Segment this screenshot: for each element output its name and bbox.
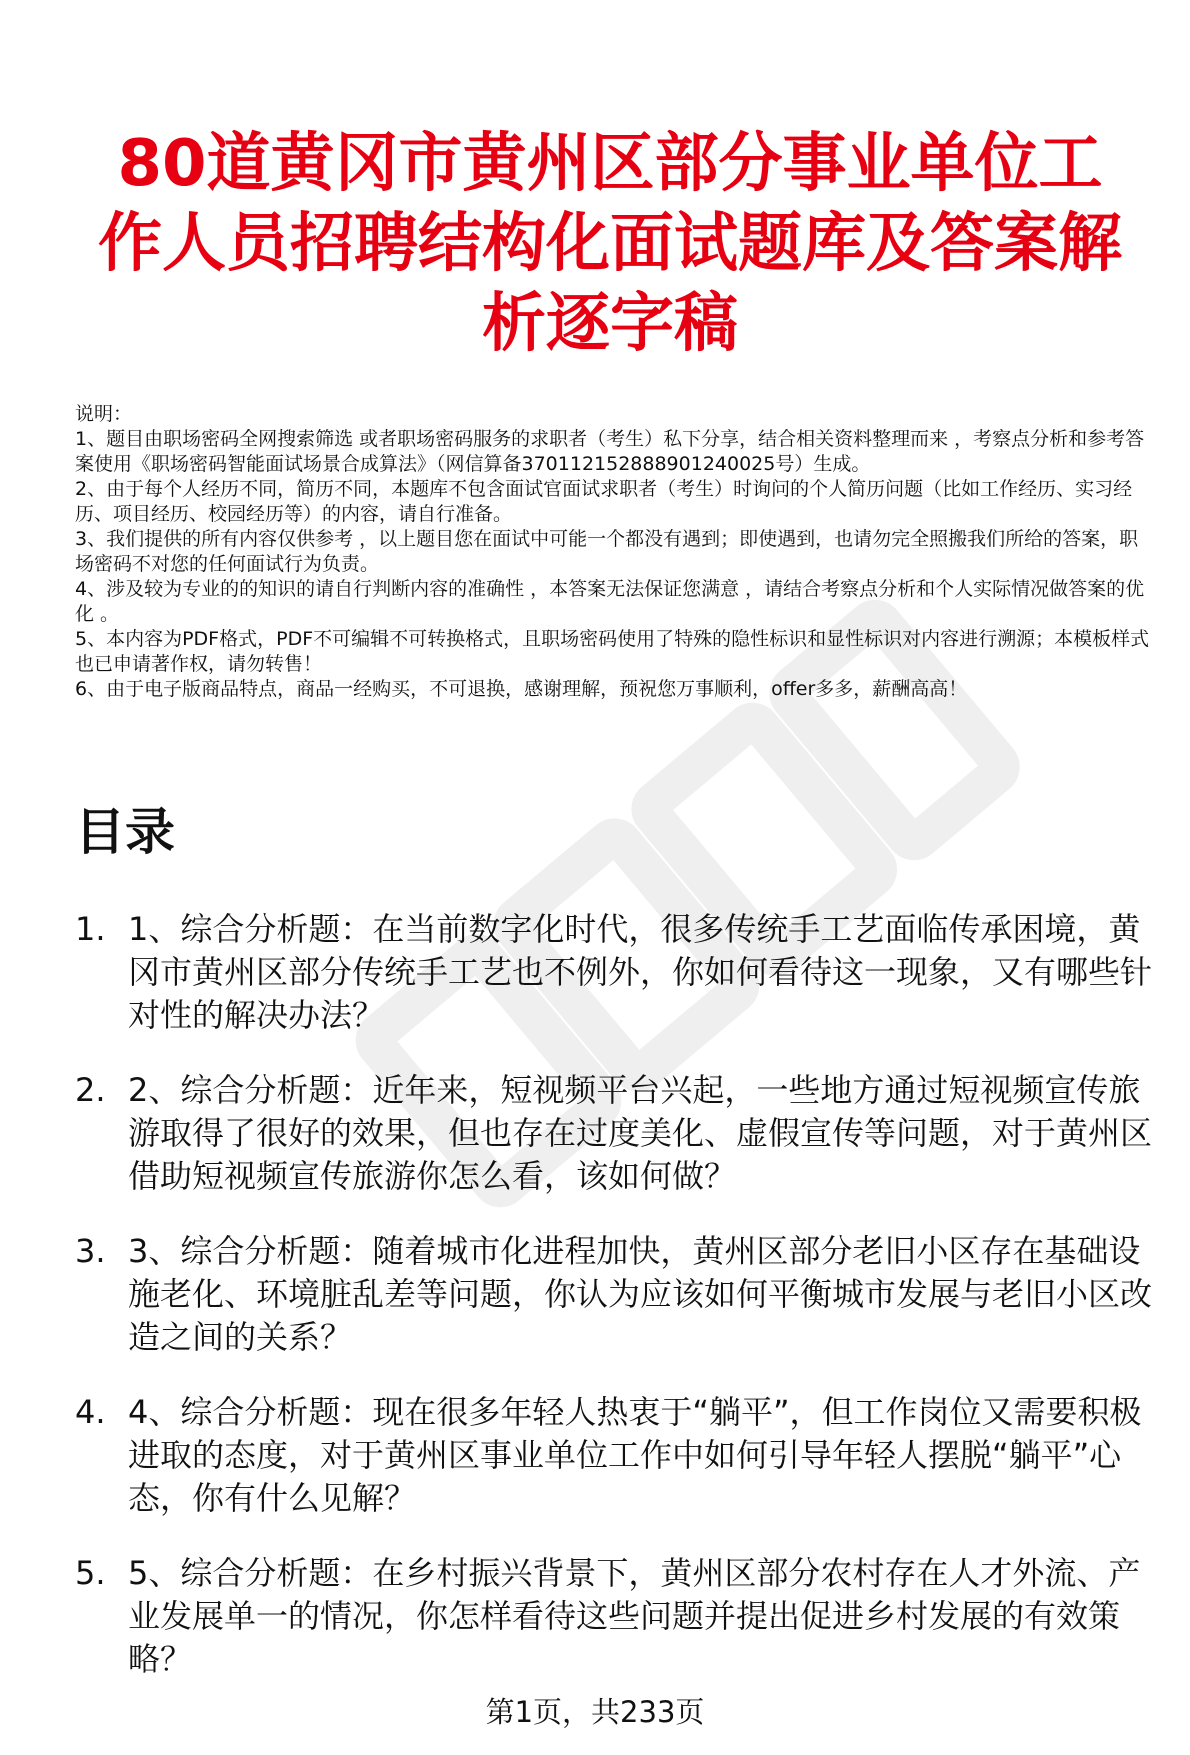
toc-item[interactable] bbox=[75, 908, 1165, 1037]
toc-item[interactable] bbox=[75, 1552, 1165, 1681]
toc-list bbox=[75, 908, 1165, 1713]
toc-item[interactable] bbox=[75, 1230, 1165, 1359]
page-footer: 第1页，共233页 bbox=[485, 1695, 705, 1729]
toc-item-text: 5、综合分析题：在乡村振兴背景下，黄州区部分农村存在人才外流、产业发展单一的情况，你怎样看待这些问题并提出促进乡村发展的有效策略？ bbox=[128, 1554, 1141, 1678]
notes-section bbox=[75, 402, 1155, 702]
toc-item-number: 1. bbox=[75, 910, 106, 948]
note-item: 3、我们提供的所有内容仅供参考 ，以上题目您在面试中可能一个都没有遇到；即使遇到，也请勿完全照搬我们所给的答案，职场密码不对您的任何面试行为负责。 bbox=[75, 528, 1139, 575]
toc-item-number: 4. bbox=[75, 1393, 106, 1431]
toc-item-text: 2、综合分析题：近年来，短视频平台兴起，一些地方通过短视频宣传旅游取得了很好的效果，但也存在过度美化、虚假宣传等问题，对于黄州区借助短视频宣传旅游你怎么看，该如何做？ bbox=[128, 1071, 1153, 1195]
note-item: 1、题目由职场密码全网搜索筛选 或者职场密码服务的求职者（考生）私下分享，结合相关资料整理而来 ，考察点分析和参考答案使用《职场密码智能面试场景合成算法》（网信算备370112152888901240025号）生成。 bbox=[75, 428, 1145, 475]
toc-item-number: 3. bbox=[75, 1232, 106, 1270]
toc-item-text: 1、综合分析题：在当前数字化时代，很多传统手工艺面临传承困境，黄冈市黄州区部分传统手工艺也不例外，你如何看待这一现象，又有哪些针对性的解决办法？ bbox=[128, 910, 1153, 1034]
note-item: 2、由于每个人经历不同，简历不同，本题库不包含面试官面试求职者（考生）时询问的个人简历问题（比如工作经历、实习经历、项目经历、校园经历等）的内容，请自行准备。 bbox=[75, 478, 1133, 525]
document-title: 80道黄冈市黄州区部分事业单位工作人员招聘结构化面试题库及答案解析逐字稿 bbox=[98, 127, 1122, 361]
toc-item-text: 3、综合分析题：随着城市化进程加快，黄州区部分老旧小区存在基础设施老化、环境脏乱差等问题，你认为应该如何平衡城市发展与老旧小区改造之间的关系？ bbox=[128, 1232, 1153, 1356]
note-item: 5、本内容为PDF格式，PDF不可编辑不可转换格式，且职场密码使用了特殊的隐性标识和显性标识对内容进行溯源；本模板样式也已申请著作权，请勿转售！ bbox=[75, 628, 1150, 675]
toc-item-number: 5. bbox=[75, 1554, 106, 1592]
note-item: 6、由于电子版商品特点，商品一经购买，不可退换，感谢理解，预祝您万事顺利，offer多多，薪酬高高！ bbox=[75, 678, 968, 700]
note-item: 4、涉及较为专业的的知识的请自行判断内容的准确性 ，本答案无法保证您满意 ，请结合考察点分析和个人实际情况做答案的优化 。 bbox=[75, 578, 1145, 625]
toc-item-text: 4、综合分析题：现在很多年轻人热衷于“躺平”，但工作岗位又需要积极进取的态度，对于黄州区事业单位工作中如何引导年轻人摆脱“躺平”心态，你有什么见解？ bbox=[128, 1393, 1142, 1517]
notes-heading: 说明： bbox=[75, 403, 133, 425]
toc-item[interactable] bbox=[75, 1391, 1165, 1520]
toc-heading: 目录 bbox=[75, 803, 175, 861]
toc-item-number: 2. bbox=[75, 1071, 106, 1109]
toc-item[interactable] bbox=[75, 1069, 1165, 1198]
